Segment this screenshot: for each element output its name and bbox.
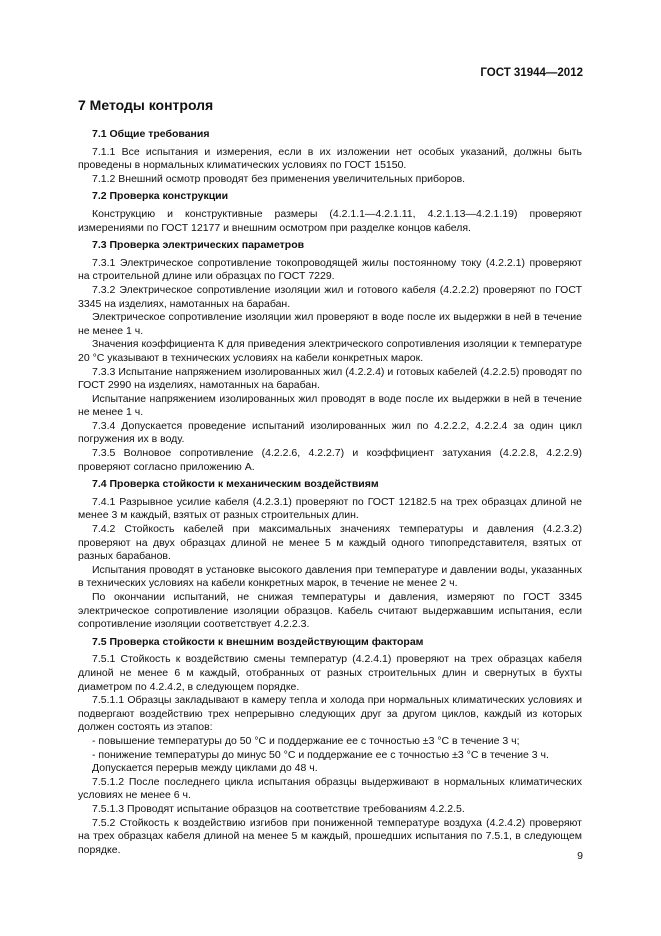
section-body	[78, 124, 582, 857]
paragraph: 7.3.1 Электрическое сопротивление токопроводящей жилы постоянному току (4.2.2.1) проверяют на строительной длине или образцах по ГОСТ 7229.	[78, 256, 582, 283]
paragraph: Испытание напряжением изолированных жил проводят в воде после их выдержки в ней в течение не менее 1 ч.	[78, 392, 582, 419]
subsection-heading: 7.3 Проверка электрических параметров	[92, 239, 305, 252]
paragraph: Испытания проводят в установке высокого давления при температуре и давлении воды, указанных в технических условиях на кабели конкретных марок, в течение не менее 2 ч.	[78, 563, 582, 590]
paragraph: 7.5.1.2 После последнего цикла испытания образцы выдерживают в нормальных климатических условиях не менее 6 ч.	[78, 775, 582, 802]
paragraph: По окончании испытаний, не снижая температуры и давления, измеряют по ГОСТ 3345 электрическое сопротивление изоляции образцов. Кабель считают выдержавшим испытания, если сопротивление изоляции соответствует 4.2.2.3.	[78, 591, 582, 631]
page-number: 9	[577, 850, 583, 862]
paragraph: 7.3.3 Испытание напряжением изолированных жил (4.2.2.4) и готовых кабелей (4.2.2.5) проводят по ГОСТ 2990 на изделиях, намотанных на барабан.	[78, 365, 582, 392]
paragraph: 7.3.4 Допускается проведение испытаний изолированных жил по 4.2.2.2, 4.2.2.4 за один цикл погружения их в воду.	[78, 419, 582, 446]
paragraph: - понижение температуры до минус 50 °С и поддержание ее с точностью ±3 °С в течение 3 ч.	[92, 748, 549, 761]
paragraph: 7.1.1 Все испытания и измерения, если в их изложении нет особых указаний, должны быть проведены в нормальных климатических условиях по ГОСТ 15150.	[78, 145, 582, 172]
paragraph: 7.5.1.3 Проводят испытание образцов на соответствие требованиям 4.2.2.5.	[92, 802, 465, 815]
paragraph: 7.4.2 Стойкость кабелей при максимальных значениях температуры и давления (4.2.3.2) проверяют на двух образцах длиной не менее 5 м каждый одного типопредставителя, взятых от разных барабанов.	[78, 523, 582, 563]
document-header: ГОСТ 31944—2012	[480, 67, 583, 79]
section-title: 7 Методы контроля	[78, 97, 214, 113]
paragraph: - повышение температуры до 50 °С и поддержание ее с точностью ±3 °С в течение 3 ч;	[92, 734, 520, 747]
paragraph: 7.5.1.1 Образцы закладывают в камеру тепла и холода при нормальных климатических условиях и подвергают воздействию трех непрерывно следующих друг за другом циклов, каждый из которых должен состоять из этапов:	[78, 694, 582, 734]
paragraph: 7.1.2 Внешний осмотр проводят без применения увеличительных приборов.	[92, 172, 466, 185]
paragraph: 7.3.2 Электрическое сопротивление изоляции жил и готового кабеля (4.2.2.2) проверяют по ГОСТ 3345 на изделиях, намотанных на барабан.	[78, 283, 582, 310]
paragraph: Конструкцию и конструктивные размеры (4.2.1.1—4.2.1.11, 4.2.1.13—4.2.1.19) проверяют измерениями по ГОСТ 12177 и внешним осмотром при разделке концов кабеля.	[78, 207, 582, 234]
paragraph: 7.3.5 Волновое сопротивление (4.2.2.6, 4.2.2.7) и коэффициент затухания (4.2.2.8, 4.2.2.9) проверяют согласно приложению А.	[78, 447, 582, 473]
paragraph: Допускается перерыв между циклами до 48 ч.	[92, 762, 318, 775]
subsection-heading: 7.2 Проверка конструкции	[92, 190, 229, 203]
paragraph: 7.5.1 Стойкость к воздействию смены температур (4.2.4.1) проверяют на трех образцах кабеля длиной не менее 6 м каждый, отобранных от разных строительных длин и свернутых в бухты диаметром по 4.2.4.2, в следующем порядке.	[78, 653, 582, 693]
paragraph: Значения коэффициента К для приведения электрического сопротивления изоляции к температуре 20 °С указывают в технических условиях на кабели конкретных марок.	[78, 338, 582, 364]
subsection-heading: 7.4 Проверка стойкости к механическим воздействиям	[92, 478, 379, 491]
subsection-heading: 7.1 Общие требования	[92, 128, 210, 140]
subsection-heading: 7.5 Проверка стойкости к внешним воздействующим факторам	[92, 635, 424, 648]
paragraph: 7.4.1 Разрывное усилие кабеля (4.2.3.1) проверяют по ГОСТ 12182.5 на трех образцах длиной не менее 3 м каждый, взятых от разных строительных длин.	[78, 495, 582, 522]
paragraph: 7.5.2 Стойкость к воздействию изгибов при пониженной температуре воздуха (4.2.4.2) проверяют на трех образцах кабеля длиной на менее 5 м каждый, прошедших испытания по 7.5.1, в следующем порядке.	[78, 816, 582, 856]
paragraph: Электрическое сопротивление изоляции жил проверяют в воде после их выдержки в ней в течение не менее 1 ч.	[78, 311, 582, 337]
